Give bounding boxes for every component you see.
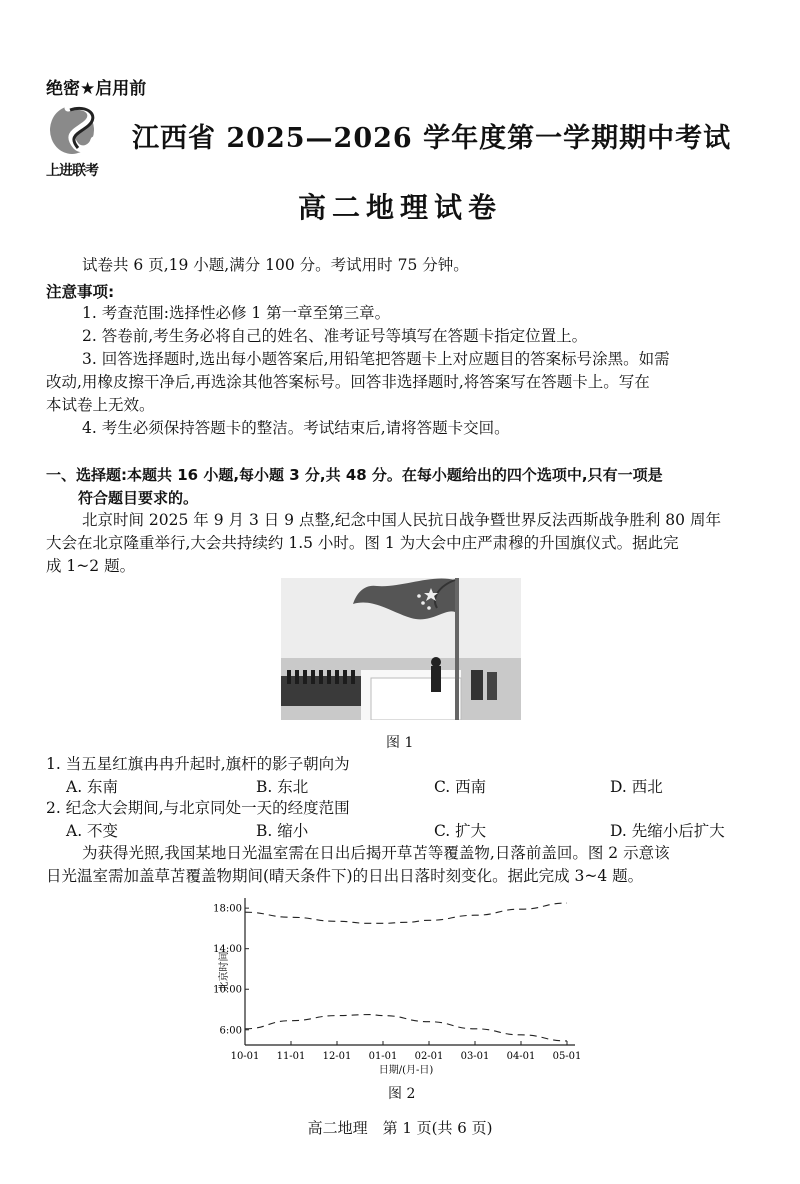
question-2-option-d[interactable]: D. 先缩小后扩大 <box>610 822 725 840</box>
page-footer: 高二地理 第 1 页(共 6 页) <box>307 1119 493 1137</box>
logo-mark-icon <box>46 100 118 162</box>
notice-item: 4. 考生必须保持答题卡的整洁。考试结束后,请将答题卡交回。 <box>82 419 510 437</box>
passage-line: 北京时间 2025 年 9 月 3 日 9 点整,纪念中国人民抗日战争暨世界反法西斯战争胜利 80 周年 <box>82 511 721 529</box>
exam-info: 试卷共 6 页,19 小题,满分 100 分。考试用时 75 分钟。 <box>82 256 469 274</box>
x-tick-label: 02-01 <box>414 1051 444 1062</box>
exam-title: 江西省 2025—2026 学年度第一学期期中考试 <box>132 123 732 154</box>
question-2-option-b[interactable]: B. 缩小 <box>256 822 309 840</box>
question-2-stem: 2. 纪念大会期间,与北京同处一天的经度范围 <box>46 799 350 817</box>
question-1-option-b[interactable]: B. 东北 <box>256 778 309 796</box>
x-tick-label: 11-01 <box>276 1051 306 1062</box>
x-tick-label: 10-01 <box>230 1051 260 1062</box>
x-tick-label: 03-01 <box>460 1051 490 1062</box>
y-axis-label: 北京时间 <box>219 951 230 992</box>
question-2-option-c[interactable]: C. 扩大 <box>434 822 487 840</box>
notice-item: 2. 答卷前,考生务必将自己的姓名、准考证号等填写在答题卡指定位置上。 <box>82 327 588 345</box>
x-tick-label: 01-01 <box>368 1051 398 1062</box>
x-tick-label: 12-01 <box>322 1051 352 1062</box>
y-tick-label: 18:00 <box>213 903 242 915</box>
passage-line: 日光温室需加盖草苫覆盖物期间(晴天条件下)的日出日落时刻变化。据此完成 3~4 题。 <box>46 867 644 885</box>
sunrise-series-line <box>245 1015 567 1041</box>
section-heading: 一、选择题:本题共 16 小题,每小题 3 分,共 48 分。在每小题给出的四个选项中,只有一项是 <box>46 466 663 484</box>
question-1-option-a[interactable]: A. 东南 <box>66 778 119 796</box>
notice-item: 改动,用橡皮擦干净后,再选涂其他答案标号。回答非选择题时,将答案写在答题卡上。写在 <box>46 373 650 391</box>
figure-1-caption: 图 1 <box>386 735 414 751</box>
notice-item: 本试卷上无效。 <box>46 396 155 414</box>
question-2-option-a[interactable]: A. 不变 <box>66 822 119 840</box>
question-1-option-d[interactable]: D. 西北 <box>610 778 663 796</box>
figure-2-caption: 图 2 <box>388 1086 416 1102</box>
section-heading-cont: 符合题目要求的。 <box>78 489 199 507</box>
y-tick-label: 6:00 <box>219 1025 242 1037</box>
notice-item: 3. 回答选择题时,选出每小题答案后,用铅笔把答题卡上对应题目的答案标号涂黑。如需 <box>82 350 670 368</box>
sunrise-sunset-chart <box>205 890 605 1080</box>
passage-line: 为获得光照,我国某地日光温室需在日出后揭开草苫等覆盖物,日落前盖回。图 2 示意该 <box>82 844 670 862</box>
question-1-stem: 1. 当五星红旗冉冉升起时,旗杆的影子朝向为 <box>46 755 350 773</box>
confidential-label: 绝密★启用前 <box>46 79 147 99</box>
sunset-series-line <box>245 903 567 923</box>
y-tick-label: 14:00 <box>213 944 242 956</box>
passage-line: 大会在北京隆重举行,大会共持续约 1.5 小时。图 1 为大会中庄严肃穆的升国旗仪式。据此完 <box>46 534 679 552</box>
y-tick-label: 10:00 <box>213 984 242 996</box>
exam-subtitle: 高二地理试卷 <box>297 191 502 224</box>
x-axis-label: 日期/(月-日) <box>378 1065 434 1076</box>
passage-line: 成 1~2 题。 <box>46 557 136 575</box>
logo-text: 上进联考 <box>46 163 98 179</box>
x-tick-label: 04-01 <box>506 1051 536 1062</box>
notice-item: 1. 考查范围:选择性必修 1 第一章至第三章。 <box>82 304 391 322</box>
flag-raising-photo <box>281 578 521 720</box>
notice-heading: 注意事项: <box>46 283 115 301</box>
x-tick-label: 05-01 <box>552 1051 582 1062</box>
question-1-option-c[interactable]: C. 西南 <box>434 778 487 796</box>
